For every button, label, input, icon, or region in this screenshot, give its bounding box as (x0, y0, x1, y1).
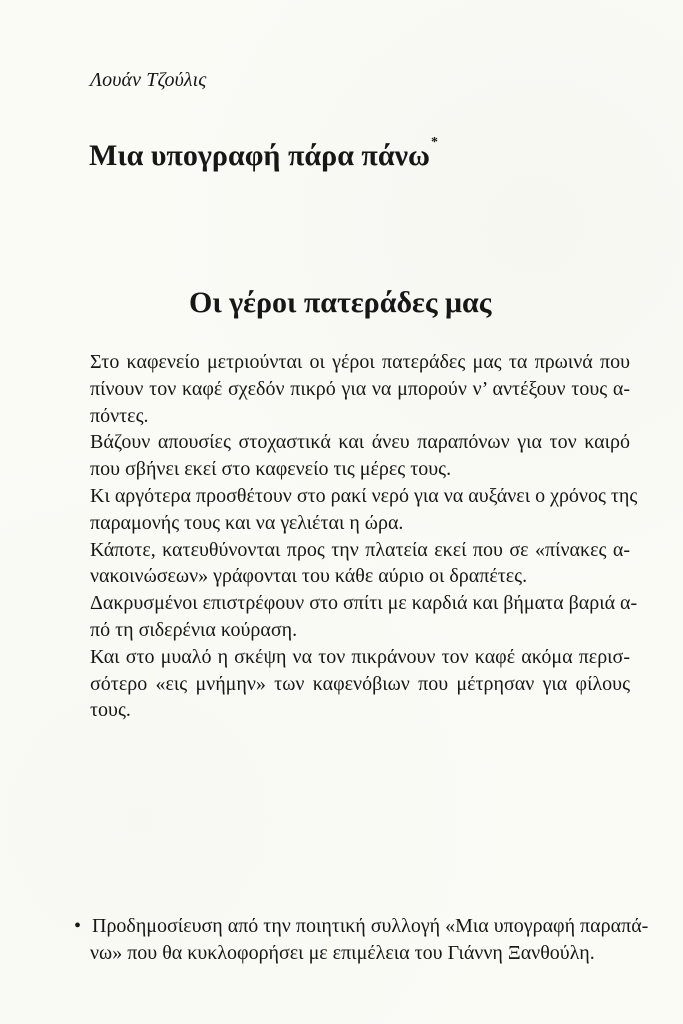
poem-line: Βάζουν απουσίες στοχαστικά και άνευ παραπόνων για τον καιρό (90, 431, 630, 454)
poem-line: σότερο «εις μνήμην» των καφενόβιων που μέτρησαν για φίλους (90, 672, 630, 695)
poem-line: νακοινώσεων» γράφονται του κάθε αύριο οι δραπέτες. (90, 565, 528, 588)
poem-line: τους. (90, 699, 131, 722)
poem-line: πό τη σιδερένια κούραση. (90, 618, 298, 641)
poem-line: Κι αργότερα προσθέτουν στο ρακί νερό για να αυξάνει ο χρόνος της (90, 484, 638, 507)
poem-line: παραμονής τους και να γελιέται η ώρα. (90, 511, 404, 534)
footnote-line-2: νω» που θα κυκλοφορήσει με επιμέλεια του Γιάννη Ξανθούλη. (90, 942, 595, 964)
footnote-line-1 (74, 913, 649, 940)
poem-title: Οι γέροι πατεράδες μας (189, 286, 492, 319)
poem-line: πόντες. (90, 404, 149, 427)
bullet-icon: • (74, 915, 82, 937)
collection-title (89, 135, 438, 173)
poem-body (90, 349, 638, 724)
poem-line: Κάποτε, κατευθύνονται προς την πλατεία εκεί που σε «πίνακες α- (90, 538, 630, 561)
poem-line: Δακρυσμένοι επιστρέφουν στο σπίτι με καρδιά και βήματα βαριά α- (90, 592, 638, 615)
poem-line: Στο καφενείο μετριούνται οι γέροι πατεράδες μας τα πρωινά που (90, 351, 630, 373)
poem-line: Και στο μυαλό η σκέψη να τον πικράνουν τον καφέ ακόμα περισ- (90, 645, 630, 668)
footnote-text-1: Προδημοσίευση από την ποιητική συλλογή «Μια υπογραφή παραπά- (92, 915, 649, 937)
author-name: Λουάν Τζούλις (90, 69, 207, 91)
footnote (74, 913, 649, 967)
poem-line: πίνουν τον καφέ σχεδόν πικρό για να μπορούν ν’ αντέξουν τους α- (90, 377, 630, 400)
collection-title-text: Μια υπογραφή πάρα πάνω (89, 139, 430, 172)
footnote-marker: * (430, 135, 438, 150)
poem-line: που σβήνει εκεί στο καφενείο τις μέρες τους. (90, 458, 452, 481)
